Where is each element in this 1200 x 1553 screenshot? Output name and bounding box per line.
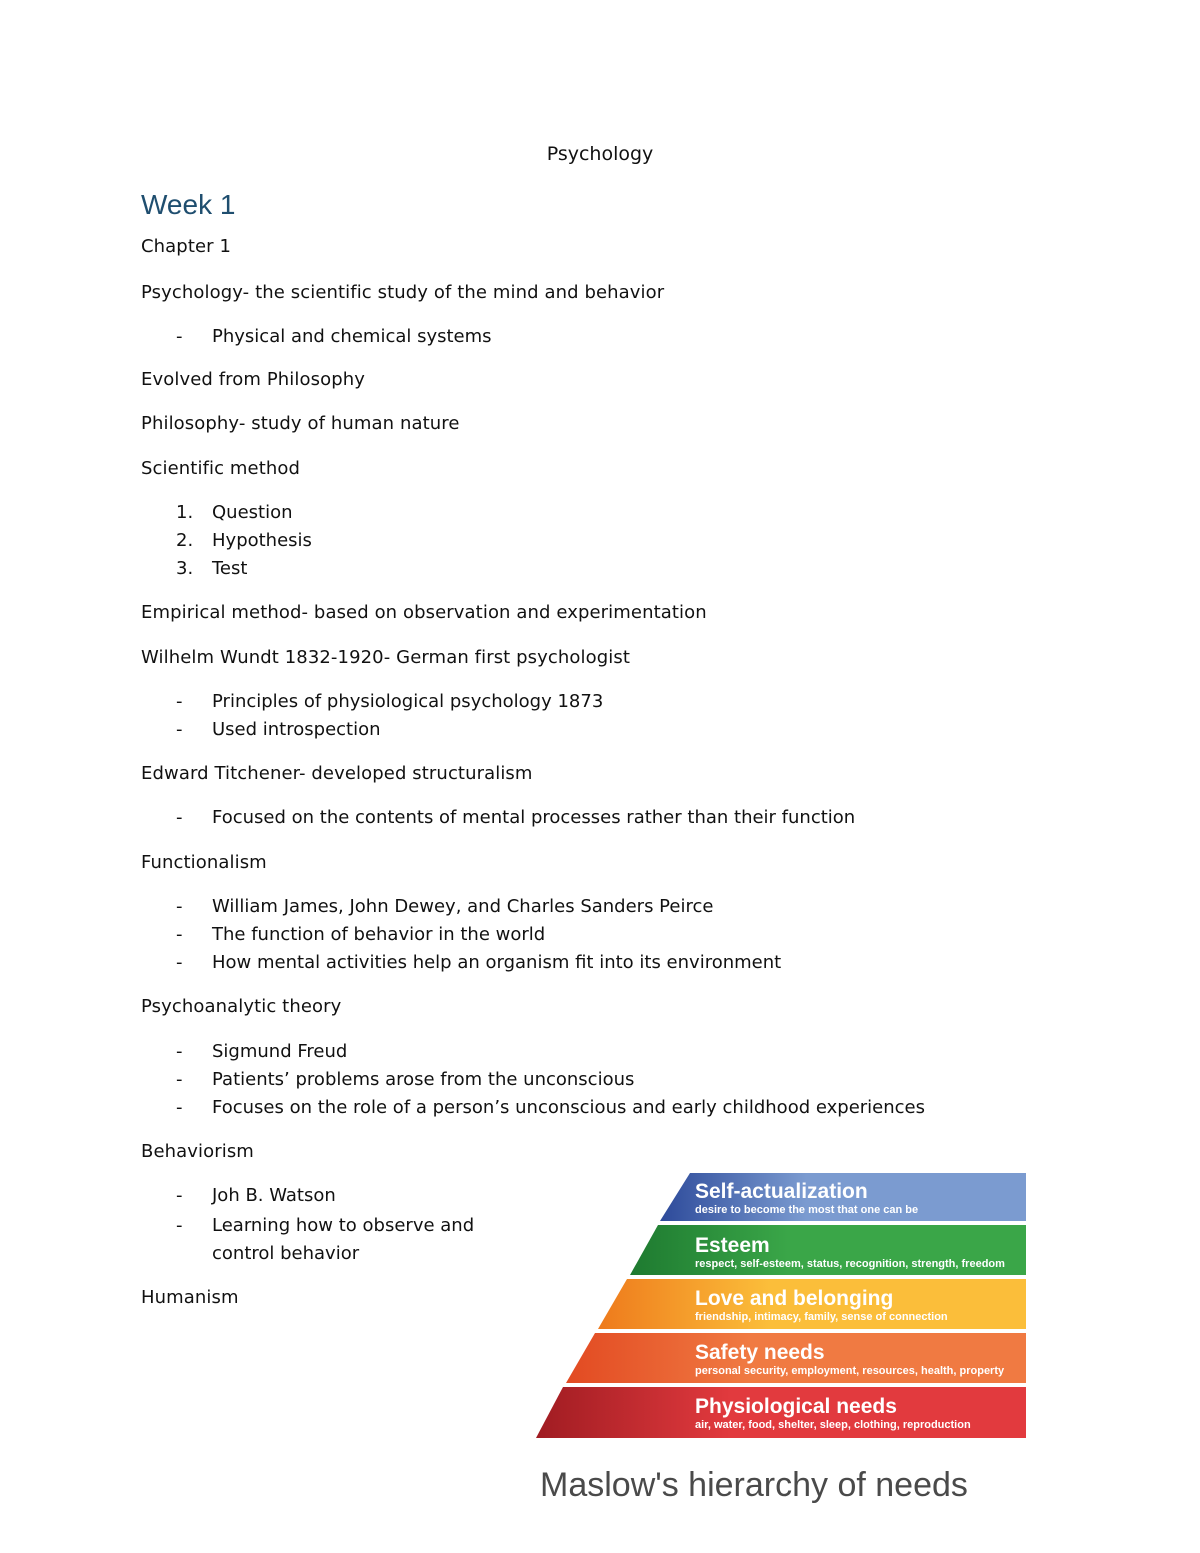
maslow-figure [530, 1168, 1030, 1513]
bullet-marker: - [176, 1185, 183, 1206]
behaviorism-label: Behaviorism [141, 1141, 254, 1162]
list-item: Question [212, 502, 293, 523]
tier-title-safety: Safety needs [695, 1341, 825, 1364]
tier-title-love-belonging: Love and belonging [695, 1287, 894, 1310]
list-item: Patients’ problems arose from the unconscious [212, 1069, 635, 1090]
bullet-marker: - [176, 924, 183, 945]
list-item: Physical and chemical systems [212, 326, 492, 347]
bullet-marker: - [176, 896, 183, 917]
list-item: Focuses on the role of a person’s unconscious and early childhood experiences [212, 1097, 925, 1118]
bullet-marker: - [176, 326, 183, 347]
list-item: Principles of physiological psychology 1873 [212, 691, 604, 712]
step-number: 1. [176, 502, 194, 523]
humanism-label: Humanism [141, 1287, 239, 1308]
empirical-method-line: Empirical method- based on observation and experimentation [141, 602, 707, 623]
chapter-label: Chapter 1 [141, 236, 232, 257]
list-item: The function of behavior in the world [212, 924, 546, 945]
list-item: William James, John Dewey, and Charles Sanders Peirce [212, 896, 714, 917]
bullet-marker: - [176, 691, 183, 712]
tier-subtitle-self-actualization: desire to become the most that one can be [695, 1204, 919, 1216]
tier-title-esteem: Esteem [695, 1234, 770, 1257]
figure-caption: Maslow's hierarchy of needs [540, 1466, 968, 1504]
psychoanalytic-label: Psychoanalytic theory [141, 996, 342, 1017]
step-number: 2. [176, 530, 194, 551]
list-item: Sigmund Freud [212, 1041, 348, 1062]
page-title: Psychology [546, 143, 654, 165]
list-item: How mental activities help an organism fit into its environment [212, 952, 782, 973]
bullet-marker: - [176, 807, 183, 828]
list-item: Test [212, 558, 248, 579]
step-number: 3. [176, 558, 194, 579]
tier-subtitle-esteem: respect, self-esteem, status, recognition, strength, freedom [695, 1258, 1005, 1270]
list-item: Used introspection [212, 719, 381, 740]
philosophy-definition: Philosophy- study of human nature [141, 413, 460, 434]
wundt-line: Wilhelm Wundt 1832-1920- German first psychologist [141, 647, 630, 668]
bullet-marker: - [176, 1041, 183, 1062]
list-item: Focused on the contents of mental processes rather than their function [212, 807, 856, 828]
bullet-marker: - [176, 1097, 183, 1118]
bullet-marker: - [176, 952, 183, 973]
week-heading: Week 1 [141, 189, 236, 220]
tier-subtitle-physiological: air, water, food, shelter, sleep, clothing, reproduction [695, 1419, 971, 1431]
list-item: Learning how to observe and [212, 1215, 475, 1236]
bullet-marker: - [176, 1069, 183, 1090]
titchener-line: Edward Titchener- developed structuralism [141, 763, 533, 784]
evolved-line: Evolved from Philosophy [141, 369, 365, 390]
functionalism-label: Functionalism [141, 852, 267, 873]
tier-subtitle-love-belonging: friendship, intimacy, family, sense of connection [695, 1311, 948, 1323]
list-item-continuation: control behavior [212, 1243, 360, 1264]
bullet-marker: - [176, 1215, 183, 1236]
list-item: Hypothesis [212, 530, 312, 551]
tier-subtitle-safety: personal security, employment, resources, health, property [695, 1365, 1005, 1377]
list-item: Joh B. Watson [212, 1185, 336, 1206]
psychology-definition: Psychology- the scientific study of the mind and behavior [141, 282, 665, 303]
tier-title-physiological: Physiological needs [695, 1395, 897, 1418]
bullet-marker: - [176, 719, 183, 740]
tier-title-self-actualization: Self-actualization [695, 1180, 868, 1203]
scientific-method-label: Scientific method [141, 458, 301, 479]
